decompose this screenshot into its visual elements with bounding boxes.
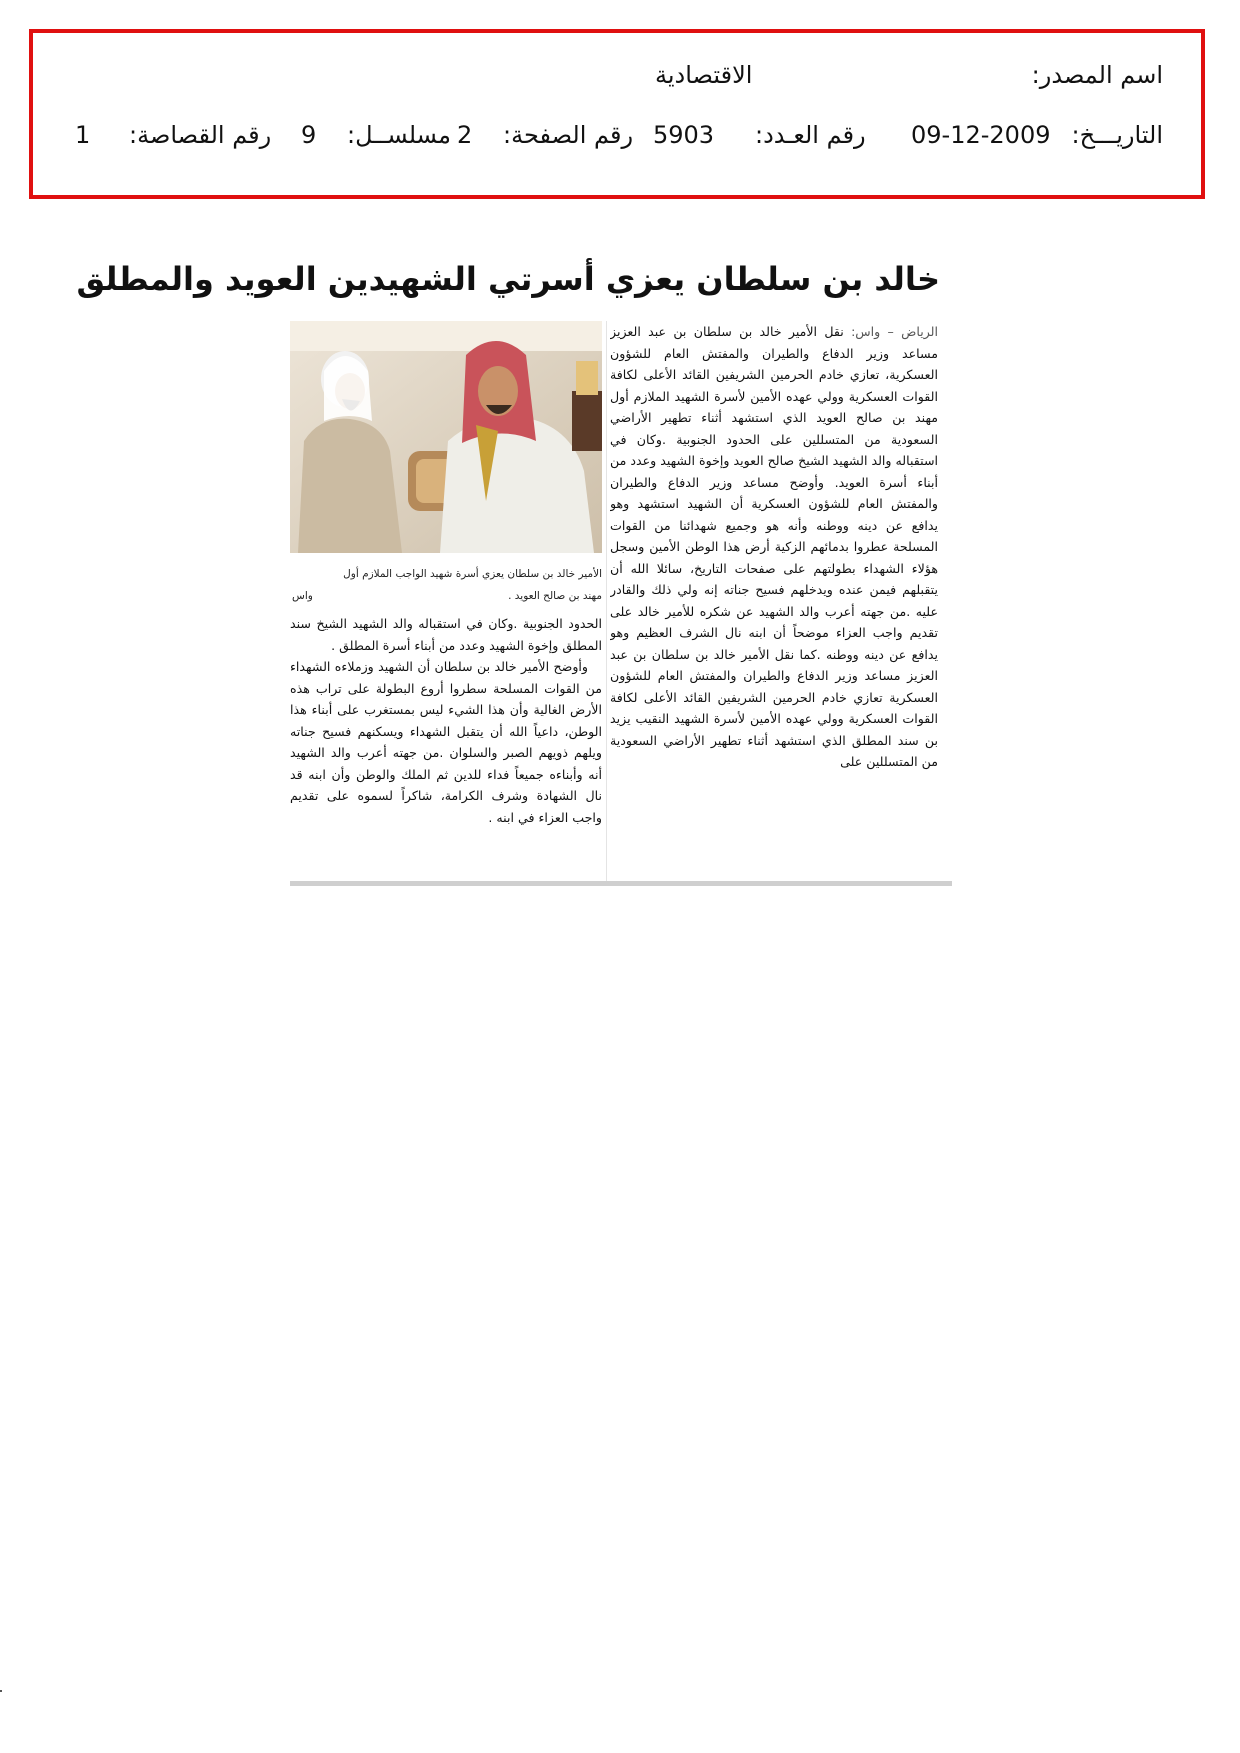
article-paragraph-1: الحدود الجنوبية .وكان في استقباله والد الشهيد الشيخ سند المطلق وإخوة الشهيد وعدد من أبناء أسرة المطلق . xyxy=(290,616,602,653)
source-label: اسم المصدر: xyxy=(1031,61,1163,89)
page-label: رقم الصفحة: xyxy=(503,121,634,149)
photo-caption-line2: مهند بن صالح العويد . xyxy=(508,590,602,602)
photo-illustration xyxy=(290,321,602,553)
article-text-right: نقل الأمير خالد بن سلطان بن عبد العزيز مساعد وزير الدفاع والطيران والمفتش العام للشؤون العسكرية، تعازي خادم الحرمين الشريفين القائد الأعلى لكافة القوات العسكرية وولي عهده الأمين لأسرة الشهيد الملازم أول مهند بن صالح العويد الذي استشهد أثناء تطهير الأراضي السعودية من المتسللين على الحدود الجنوبية .وكان في استقباله والد الشهيد الشيخ صالح العويد وإخوة الشهيد وعدد من أبناء أسرة العويد. وأوضح مساعد وزير الدفاع والطيران والمفتش العام للشؤون العسكرية أن الشهيد استشهد وهو يدافع عن دينه ووطنه وأنه هو وجميع شهدائنا من القوات المسلحة عطروا بدمائهم الزكية أرض هذا الوطن الأمين وسجل هؤلاء الشهداء بطولتهم على صفحات التاريخ، سائلا الله أن يتقبلهم فيمن عنده ويدخلهم فسيح جناته إنه ولي ذلك والقادر عليه .من جهته أعرب والد الشهيد عن شكره للأمير خالد على تقديم واجب العزاء موضحاً أن ابنه نال الشرف العظيم وهو يدافع عن دينه ووطنه .كما نقل الأمير خالد بن سلطان بن عبد العزيز مساعد وزير الدفاع والطيران والمفتش العام للشؤون العسكرية تعازي خادم الحرمين الشريفين القائد الأعلى لكافة القوات العسكرية وولي عهده الأمين لأسرة الشهيد النقيب يزيد بن سند المطلق الذي استشهد أثناء تطهير الأراضي السعودية من المتسللين على xyxy=(610,324,938,769)
issue-label: رقم العـدد: xyxy=(755,121,866,149)
serial-label: مسلســل: xyxy=(347,121,451,149)
photo-caption-line1: الأمير خالد بن سلطان يعزي أسرة شهيد الواجب الملازم أول xyxy=(343,568,602,580)
photo-credit: واس xyxy=(292,590,313,602)
article-paragraph-2: وأوضح الأمير خالد بن سلطان أن الشهيد وزملاءه الشهداء من القوات المسلحة سطروا أروع البطولة على تراب هذه الأرض الغالية وأن هذا الشيء ليس بمستغرب على أبناء هذا الوطن، داعياً الله أن يتقبل الشهداء ويسكنهم فسيح جناته ويلهم ذويهم الصبر والسلوان .من جهته أعرب والد الشهيد أنه وأبناءه جميعاً فداء للدين ثم الملك والوطن وأن ابنه قد نال الشهادة وشرف الكرامة، شاكراً لسموه على تقديم واجب العزاء في ابنه . xyxy=(290,659,602,825)
clipping-metadata-box xyxy=(29,29,1205,199)
page-speck xyxy=(0,1690,2,1692)
clip-label: رقم القصاصة: xyxy=(129,121,272,149)
article-body-right xyxy=(610,321,938,773)
article-headline: خالد بن سلطان يعزي أسرتي الشهيدين العويد والمطلق xyxy=(76,260,940,298)
metadata-row-details xyxy=(33,121,1201,161)
article-dateline: الرياض – واس: xyxy=(851,324,938,339)
photo-caption-row2 xyxy=(290,585,602,607)
page-value: 2 xyxy=(457,121,473,149)
date-label: التاريـــخ: xyxy=(1071,121,1163,149)
issue-value: 5903 xyxy=(653,121,715,149)
serial-value: 9 xyxy=(301,121,317,149)
newspaper-article xyxy=(76,255,950,885)
date-value: 09-12-2009 xyxy=(911,121,1051,149)
article-column-left xyxy=(290,613,602,1133)
metadata-row-source xyxy=(33,61,1201,101)
article-photo xyxy=(290,321,602,553)
column-divider xyxy=(606,321,607,881)
source-value: الاقتصادية xyxy=(655,61,753,89)
article-bottom-rule xyxy=(290,881,952,886)
article-column-right xyxy=(610,321,938,1126)
photo-caption xyxy=(290,563,602,607)
clip-value: 1 xyxy=(75,121,91,149)
